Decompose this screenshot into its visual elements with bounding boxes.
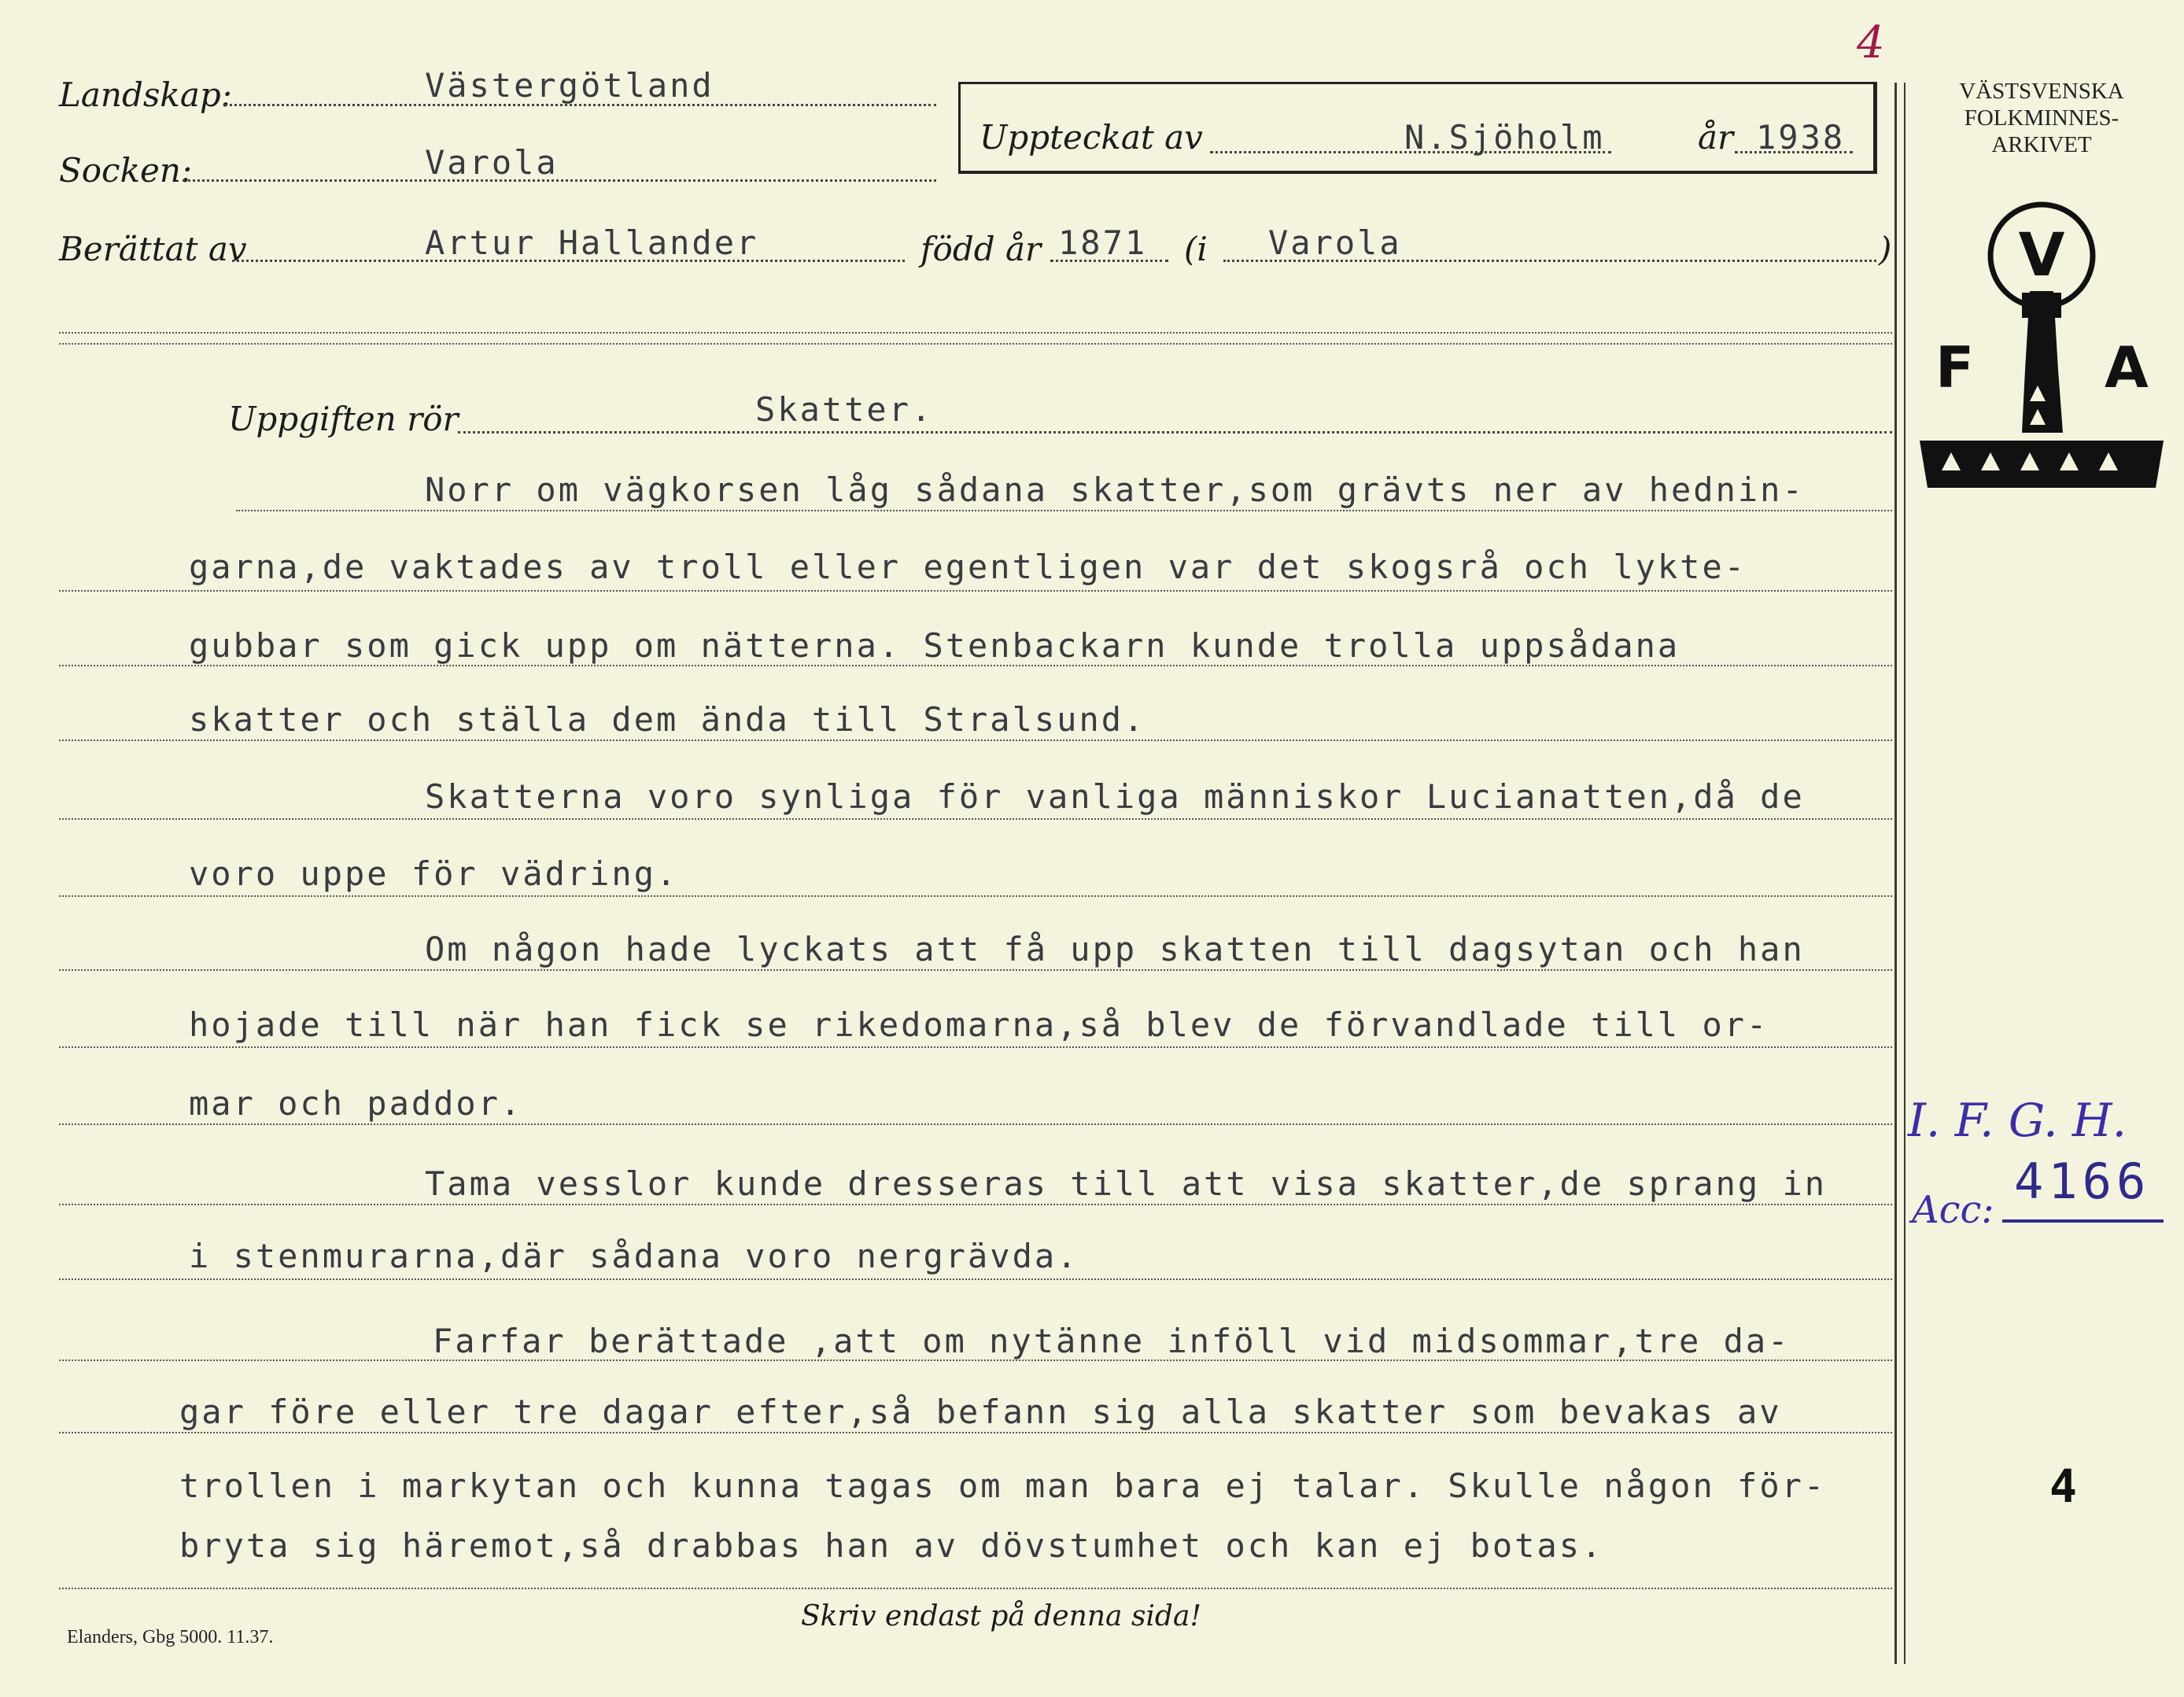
close-paren: ) bbox=[1879, 230, 1892, 268]
socken-value: Varola bbox=[425, 143, 559, 182]
body-line: garna,de vaktades av troll eller egentligen var det skogsrå och lykte- bbox=[189, 548, 1747, 586]
fodd-label: född år bbox=[920, 230, 1042, 268]
subject-dotted-line bbox=[458, 431, 1892, 433]
body-rule bbox=[236, 510, 1892, 511]
body-rule bbox=[59, 665, 1892, 666]
right-page-number: 4 bbox=[2049, 1459, 2077, 1513]
body-rule bbox=[59, 590, 1892, 592]
uppteck-value: N.Sjöholm bbox=[1404, 118, 1605, 157]
body-line: gubbar som gick upp om nätterna. Stenbackarn kunde trolla uppsådana bbox=[189, 626, 1680, 665]
logo-letter-f: F bbox=[1935, 334, 1975, 400]
body-rule bbox=[59, 1588, 1892, 1589]
archive-name-line3: ARKIVET bbox=[1991, 132, 2092, 157]
body-rule bbox=[59, 1432, 1892, 1433]
body-line: Om någon hade lyckats att få upp skatten till dagsytan och han bbox=[425, 930, 1805, 968]
body-rule bbox=[59, 1046, 1892, 1048]
printer-imprint: Elanders, Gbg 5000. 11.37. bbox=[67, 1627, 274, 1647]
acc-label: Acc: bbox=[1912, 1188, 1994, 1232]
body-line: mar och paddor. bbox=[189, 1084, 523, 1123]
socken-label: Socken: bbox=[59, 151, 193, 190]
ifgh-annotation: I. F. G. H. bbox=[1908, 1094, 2127, 1147]
header-separator-line-2 bbox=[59, 343, 1892, 345]
body-line: voro uppe för vädring. bbox=[189, 854, 679, 893]
ar-label: år bbox=[1698, 118, 1734, 157]
acc-number: 4166 bbox=[2014, 1153, 2151, 1210]
berattat-label: Berättat av bbox=[59, 230, 247, 268]
landskap-value: Västergötland bbox=[425, 66, 714, 105]
body-rule bbox=[59, 969, 1892, 971]
logo-letter-a: A bbox=[2105, 334, 2149, 400]
body-line: gar före eller tre dagar efter,så befann sig alla skatter som bevakas av bbox=[179, 1393, 1782, 1431]
body-line: Skatterna voro synliga för vanliga människor Lucianatten,då de bbox=[425, 777, 1805, 816]
margin-rule-left bbox=[1894, 83, 1897, 1664]
body-rule bbox=[59, 1204, 1892, 1205]
berattat-value: Artur Hallander bbox=[425, 223, 759, 262]
socken-dotted-line bbox=[183, 179, 936, 182]
hammer-logo-icon bbox=[1904, 181, 2171, 504]
archive-name-line2: FOLKMINNES- bbox=[1964, 105, 2119, 131]
body-line: skatter och ställa dem ända till Stralsund. bbox=[189, 700, 1146, 739]
body-rule bbox=[59, 1123, 1892, 1125]
body-line: Tama vesslor kunde dresseras till att visa skatter,de sprang in bbox=[425, 1164, 1828, 1203]
acc-underline bbox=[2002, 1219, 2164, 1223]
fodd-value: 1871 bbox=[1058, 223, 1148, 262]
subject-value: Skatter. bbox=[755, 390, 934, 429]
archive-name-line1: VÄSTSVENSKA bbox=[1959, 79, 2124, 104]
corner-page-number: 4 bbox=[1857, 17, 1885, 68]
body-rule bbox=[59, 740, 1892, 741]
landskap-label: Landskap: bbox=[59, 76, 232, 114]
body-rule bbox=[59, 895, 1892, 897]
body-rule bbox=[59, 1278, 1892, 1280]
i-label: (i bbox=[1184, 230, 1208, 268]
uppteck-label: Uppteckat av bbox=[979, 118, 1203, 157]
logo-letter-v: V bbox=[2018, 220, 2065, 290]
body-line: bryta sig häremot,så drabbas han av dövstumhet och kan ej botas. bbox=[179, 1526, 1604, 1565]
subject-label: Uppgiften rör bbox=[228, 400, 459, 438]
body-line: Farfar berättade ,att om nytänne inföll vid midsommar,tre da- bbox=[433, 1322, 1791, 1360]
footer-instruction: Skriv endast på denna sida! bbox=[801, 1600, 1201, 1632]
i-value: Varola bbox=[1268, 223, 1402, 262]
body-line: Norr om vägkorsen låg sådana skatter,som grävts ner av hednin- bbox=[425, 470, 1805, 509]
body-line: hojade till när han fick se rikedomarna,så blev de förvandlade till or- bbox=[189, 1005, 1769, 1044]
ar-value: 1938 bbox=[1756, 118, 1846, 157]
header-separator-line-1 bbox=[59, 332, 1892, 334]
body-rule bbox=[59, 818, 1892, 820]
body-line: trollen i markytan och kunna tagas om man bara ej talar. Skulle någon för- bbox=[179, 1466, 1827, 1505]
body-line: i stenmurarna,där sådana voro nergrävda. bbox=[189, 1237, 1079, 1275]
